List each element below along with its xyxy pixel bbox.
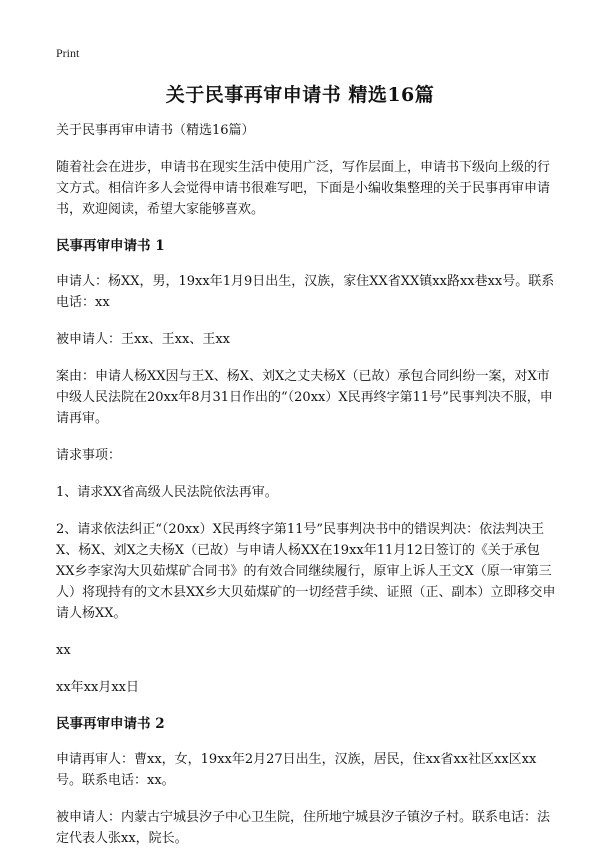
print-label: Print — [56, 46, 80, 60]
section-1-signature: xx — [56, 643, 71, 658]
section-1-date: xx年xx月xx日 — [56, 680, 139, 695]
section-2-heading: 民事再审申请书 2 — [56, 716, 165, 732]
section-1-heading: 民事再审申请书 1 — [56, 238, 165, 254]
section-1-requests-label: 请求事项： — [56, 448, 122, 463]
section-1-respondent: 被申请人：王xx、王xx、王xx — [56, 332, 230, 347]
document-body — [56, 120, 556, 865]
document-title: 关于民事再审申请书 精选16篇 — [165, 84, 435, 106]
section-1-request-2: 2、请求依法纠正“（20xx）X民再终字第11号”民事判决书中的错误判决：依法判决王X、杨X、刘X之夫杨X（已故）与申请人杨XX在19xx年11月12日签订的《关于承包XX乡李家沟大贝茹煤矿合同书》的有效合同继续履行，原审上诉人王文X（原一审第三人）将现持有的文木县XX乡大贝茹煤矿的一切经营手续、证照（正、副本）立即移交申请人杨XX。 — [56, 522, 556, 621]
intro-paragraph: 随着社会在进步，申请书在现实生活中使用广泛，写作层面上，申请书下级向上级的行文方式。相信许多人会觉得申请书很难写吧，下面是小编收集整理的关于民事再审申请书，欢迎阅读，希望大家能够喜欢。 — [56, 160, 551, 217]
section-2-applicant: 申请再审人：曹xx，女，19xx年2月27日出生，汉族，居民，住xx省xx社区xx区xx号。联系电话：xx。 — [56, 752, 537, 788]
section-1-request-1: 1、请求XX省高级人民法院依法再审。 — [56, 485, 278, 500]
section-2-respondent: 被申请人：内蒙古宁城县汐子中心卫生院，住所地宁城县汐子镇汐子村。联系电话：法定代表人张xx，院长。 — [56, 810, 551, 846]
section-1-case: 案由：申请人杨XX因与王X、杨X、刘X之丈夫杨X（已故）承包合同纠纷一案，对X市中级人民法院在20xx年8月31日作出的“（20xx）X民再终字第11号”民事判决不服，申请再审。 — [56, 369, 553, 426]
subtitle: 关于民事再审申请书（精选16篇） — [56, 123, 255, 138]
section-1-applicant: 申请人：杨XX，男，19xx年1月9日出生，汉族，家住XX省XX镇xx路xx巷xx号。联系电话：xx — [56, 274, 555, 310]
